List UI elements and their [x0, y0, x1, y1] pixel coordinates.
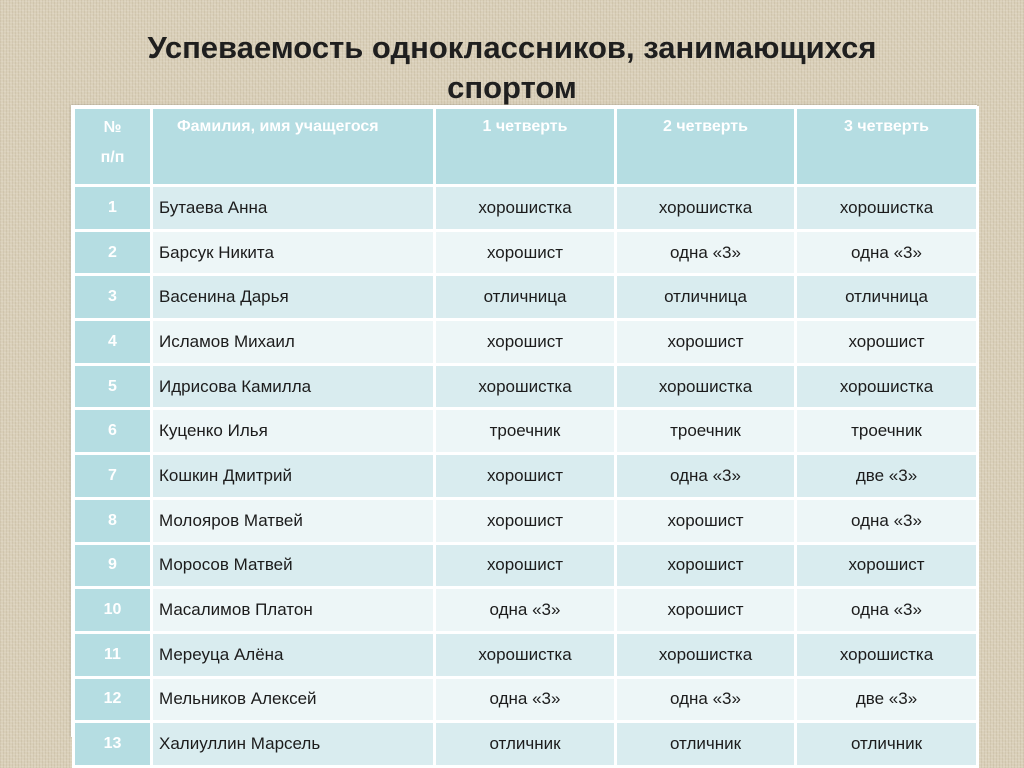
header-quarter-1: 1 четверть [435, 108, 616, 186]
row-number-cell: 13 [74, 722, 152, 767]
row-number-cell: 2 [74, 230, 152, 275]
row-number-cell: 1 [74, 186, 152, 231]
slide-title: Успеваемость одноклассников, занимающихся спортом [147, 30, 877, 105]
quarter-2-cell: хорошистка [616, 186, 796, 231]
table-row [74, 454, 978, 499]
row-number-cell: 4 [74, 320, 152, 365]
quarter-1-cell: отличница [435, 275, 616, 320]
table-row [74, 543, 978, 588]
table-row [74, 588, 978, 633]
table-row [74, 409, 978, 454]
table-row [74, 230, 978, 275]
performance-table-container [71, 105, 977, 754]
quarter-1-cell: отличник [435, 722, 616, 767]
quarter-1-cell: хорошистка [435, 186, 616, 231]
table-row [74, 632, 978, 677]
quarter-3-cell: троечник [796, 409, 978, 454]
row-number-cell: 5 [74, 364, 152, 409]
row-number-cell: 6 [74, 409, 152, 454]
quarter-3-cell: одна «3» [796, 498, 978, 543]
student-name-cell: Халиуллин Марсель [152, 722, 435, 767]
quarter-3-cell: отличник [796, 722, 978, 767]
student-name-cell: Масалимов Платон [152, 588, 435, 633]
quarter-1-cell: хорошист [435, 498, 616, 543]
table-row [74, 722, 978, 767]
quarter-2-cell: отличник [616, 722, 796, 767]
quarter-1-cell: хорошистка [435, 364, 616, 409]
row-number-cell: 8 [74, 498, 152, 543]
quarter-3-cell: отличница [796, 275, 978, 320]
row-number-cell: 10 [74, 588, 152, 633]
header-number: № п/п [74, 108, 152, 186]
quarter-1-cell: хорошистка [435, 632, 616, 677]
quarter-2-cell: хорошист [616, 498, 796, 543]
quarter-2-cell: хорошистка [616, 632, 796, 677]
student-name-cell: Куценко Илья [152, 409, 435, 454]
table-row [74, 275, 978, 320]
quarter-2-cell: одна «3» [616, 230, 796, 275]
quarter-2-cell: троечник [616, 409, 796, 454]
row-number-cell: 3 [74, 275, 152, 320]
quarter-1-cell: троечник [435, 409, 616, 454]
table-header [74, 108, 978, 186]
quarter-3-cell: хорошистка [796, 186, 978, 231]
quarter-1-cell: хорошист [435, 543, 616, 588]
student-name-cell: Идрисова Камилла [152, 364, 435, 409]
student-name-cell: Молояров Матвей [152, 498, 435, 543]
row-number-cell: 11 [74, 632, 152, 677]
student-name-cell: Мереуца Алёна [152, 632, 435, 677]
quarter-2-cell: хорошист [616, 543, 796, 588]
quarter-3-cell: хорошист [796, 543, 978, 588]
quarter-1-cell: одна «3» [435, 588, 616, 633]
table-row [74, 320, 978, 365]
quarter-2-cell: отличница [616, 275, 796, 320]
quarter-3-cell: две «3» [796, 677, 978, 722]
quarter-3-cell: хорошистка [796, 364, 978, 409]
row-number-cell: 7 [74, 454, 152, 499]
quarter-2-cell: одна «3» [616, 454, 796, 499]
performance-table [72, 106, 979, 768]
quarter-3-cell: одна «3» [796, 230, 978, 275]
student-name-cell: Исламов Михаил [152, 320, 435, 365]
quarter-3-cell: две «3» [796, 454, 978, 499]
header-quarter-3: 3 четверть [796, 108, 978, 186]
header-student-name: Фамилия, имя учащегося [152, 108, 435, 186]
table-body [74, 186, 978, 767]
student-name-cell: Мельников Алексей [152, 677, 435, 722]
table-row [74, 186, 978, 231]
quarter-2-cell: хорошист [616, 588, 796, 633]
table-row [74, 677, 978, 722]
quarter-2-cell: хорошистка [616, 364, 796, 409]
row-number-cell: 9 [74, 543, 152, 588]
student-name-cell: Барсук Никита [152, 230, 435, 275]
quarter-1-cell: хорошист [435, 320, 616, 365]
quarter-1-cell: хорошист [435, 230, 616, 275]
table-row [74, 498, 978, 543]
table-header-row [74, 108, 978, 186]
quarter-3-cell: одна «3» [796, 588, 978, 633]
student-name-cell: Васенина Дарья [152, 275, 435, 320]
quarter-3-cell: хорошист [796, 320, 978, 365]
row-number-cell: 12 [74, 677, 152, 722]
quarter-1-cell: хорошист [435, 454, 616, 499]
table-row [74, 364, 978, 409]
quarter-2-cell: одна «3» [616, 677, 796, 722]
student-name-cell: Кошкин Дмитрий [152, 454, 435, 499]
quarter-3-cell: хорошистка [796, 632, 978, 677]
header-quarter-2: 2 четверть [616, 108, 796, 186]
quarter-1-cell: одна «3» [435, 677, 616, 722]
quarter-2-cell: хорошист [616, 320, 796, 365]
student-name-cell: Бутаева Анна [152, 186, 435, 231]
student-name-cell: Моросов Матвей [152, 543, 435, 588]
